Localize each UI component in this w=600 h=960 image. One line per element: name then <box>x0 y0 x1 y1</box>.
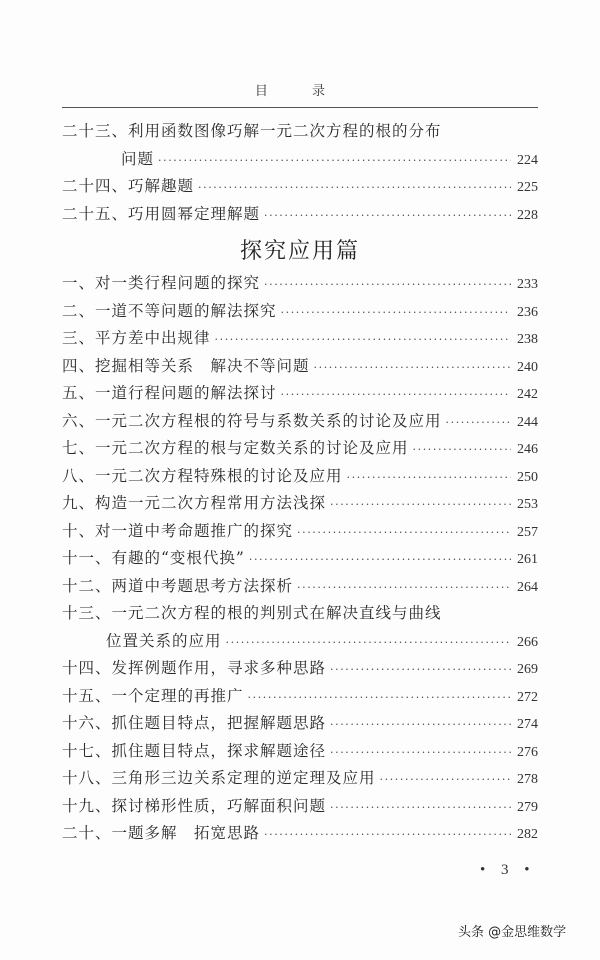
toc-entry-title: 二十五、巧用圆幂定理解题 <box>62 204 261 223</box>
toc-page-number: 250 <box>517 469 538 485</box>
toc-entry-title: 十一、有趣的“变根代换” <box>62 549 245 567</box>
dot-leader <box>198 174 511 202</box>
toc-page-number: 282 <box>517 827 538 842</box>
toc-page-number: 242 <box>517 387 538 402</box>
dot-leader <box>446 409 511 437</box>
dot-leader <box>248 684 511 712</box>
dot-leader <box>314 354 511 382</box>
dot-leader <box>226 629 511 657</box>
toc-page-number: 246 <box>517 442 538 457</box>
toc-page-number: 253 <box>517 497 538 512</box>
toc-entry-title: 七、一元二次方程的根与定数关系的讨论及应用 <box>62 439 409 457</box>
toc-entry-title: 六、一元二次方程根的符号与系数关系的讨论及应用 <box>62 411 442 430</box>
dot-leader <box>413 436 511 464</box>
running-header: 目 录 <box>254 84 346 99</box>
toc-page-number: 266 <box>517 634 538 650</box>
toc-page-number: 257 <box>517 524 538 540</box>
toc-page-number: 240 <box>517 359 538 375</box>
toc-entry-title: 四、挖掘相等关系 解决不等问题 <box>62 356 310 375</box>
toc-page-number: 272 <box>517 689 538 705</box>
toc-entry-title: 十二、两道中考题思考方法探析 <box>62 576 294 595</box>
toc-entry[interactable] <box>62 573 538 601</box>
toc-entry[interactable] <box>62 820 538 848</box>
toc-entry-title: 八、一元二次方程特殊根的讨论及应用 <box>62 466 343 485</box>
toc-entry[interactable] <box>62 270 538 298</box>
toc-entry-23-line1[interactable] <box>62 118 538 146</box>
dot-leader <box>215 326 511 354</box>
toc-entry[interactable] <box>62 710 538 738</box>
toc-entry[interactable] <box>62 463 538 491</box>
toc-entry-13-line2[interactable] <box>62 628 538 656</box>
toc-entry[interactable] <box>62 435 538 463</box>
dot-leader <box>330 656 511 684</box>
toc-page-number: 225 <box>517 180 538 195</box>
toc-page-number: 279 <box>517 799 538 815</box>
toc-entry[interactable] <box>62 408 538 436</box>
toc-entry-continuation: 位置关系的应用 <box>106 631 222 650</box>
toc-entry-13-line1[interactable] <box>62 600 538 628</box>
toc-entry[interactable] <box>62 738 538 766</box>
toc-entry[interactable] <box>62 325 538 353</box>
dot-leader <box>297 519 511 547</box>
dot-leader <box>264 821 511 849</box>
toc-page-number: 233 <box>517 277 538 292</box>
toc-entry[interactable] <box>62 793 538 821</box>
toc-entry-23-line2[interactable] <box>62 146 538 174</box>
toc-entry-title: 十八、三角形三边关系定理的逆定理及应用 <box>62 769 376 787</box>
toc-entry-title: 二十四、巧解趣题 <box>62 177 195 195</box>
toc-page-number: 269 <box>517 662 538 677</box>
toc-page-number: 276 <box>517 744 538 760</box>
toc-entry[interactable] <box>62 765 538 793</box>
toc-page-number: 264 <box>517 579 538 595</box>
toc-entry-title: 五、一道行程问题的解法探讨 <box>62 384 277 402</box>
toc-entry-title: 二十三、利用函数图像巧解一元二次方程的根的分布 <box>62 122 442 140</box>
page-number: • 3 • <box>480 862 536 878</box>
dot-leader <box>249 546 511 574</box>
dot-leader <box>330 491 511 519</box>
dot-leader <box>380 766 511 794</box>
toc-entry-24[interactable] <box>62 173 538 201</box>
toc-entry[interactable] <box>62 298 538 326</box>
toc-entry[interactable] <box>62 545 538 573</box>
dot-leader <box>347 464 511 492</box>
dot-leader <box>330 711 511 739</box>
toc-entry-title: 二十、一题多解 拓宽思路 <box>62 824 261 842</box>
toc-page-number: 261 <box>517 552 538 567</box>
toc-entry-title: 三、平方差中出规律 <box>62 329 211 347</box>
toc-entry[interactable] <box>62 518 538 546</box>
toc-entry-title: 十三、一元二次方程的根的判别式在解决直线与曲线 <box>62 604 442 622</box>
toc-entry[interactable] <box>62 683 538 711</box>
toc-page-number: 278 <box>517 772 538 787</box>
toc-entry-title: 二、一道不等问题的解法探究 <box>62 301 277 320</box>
header-rule <box>62 107 538 108</box>
toc-page-number: 244 <box>517 414 538 430</box>
toc-entry[interactable] <box>62 490 538 518</box>
toc-entry[interactable] <box>62 353 538 381</box>
dot-leader <box>281 381 511 409</box>
toc-page-number: 236 <box>517 304 538 320</box>
toc-entry-title: 十九、探讨梯形性质，巧解面积问题 <box>62 796 327 815</box>
toc-page-number: 224 <box>517 152 538 168</box>
dot-leader <box>281 299 511 327</box>
toc-entry[interactable] <box>62 655 538 683</box>
section-heading: 探究应用篇 <box>239 239 360 264</box>
toc-entry[interactable] <box>62 380 538 408</box>
dot-leader <box>264 202 511 230</box>
toc-page-number: 238 <box>517 332 538 347</box>
toc-entry-title: 十、对一道中考命题推广的探究 <box>62 521 294 540</box>
dot-leader <box>330 739 511 767</box>
watermark: 头条 @金思维数学 <box>458 925 567 940</box>
dot-leader <box>330 794 511 822</box>
toc-entry-title: 十四、发挥例题作用，寻求多种思路 <box>62 659 327 677</box>
dot-leader <box>158 147 511 175</box>
toc-entry-25[interactable] <box>62 201 538 229</box>
toc-entry-title: 十六、抓住题目特点，把握解题思路 <box>62 714 327 732</box>
table-of-contents <box>62 118 538 848</box>
toc-entry-continuation: 问题 <box>121 149 155 168</box>
toc-entry-title: 九、构造一元二次方程常用方法浅探 <box>62 494 327 512</box>
toc-page-number: 274 <box>517 717 538 732</box>
dot-leader <box>264 271 511 299</box>
toc-page-number: 228 <box>517 207 538 223</box>
toc-entry-title: 十五、一个定理的再推广 <box>62 686 244 705</box>
dot-leader <box>297 574 511 602</box>
toc-entry-title: 一、对一类行程问题的探究 <box>62 274 261 292</box>
toc-entry-title: 十七、抓住题目特点，探求解题途径 <box>62 741 327 760</box>
